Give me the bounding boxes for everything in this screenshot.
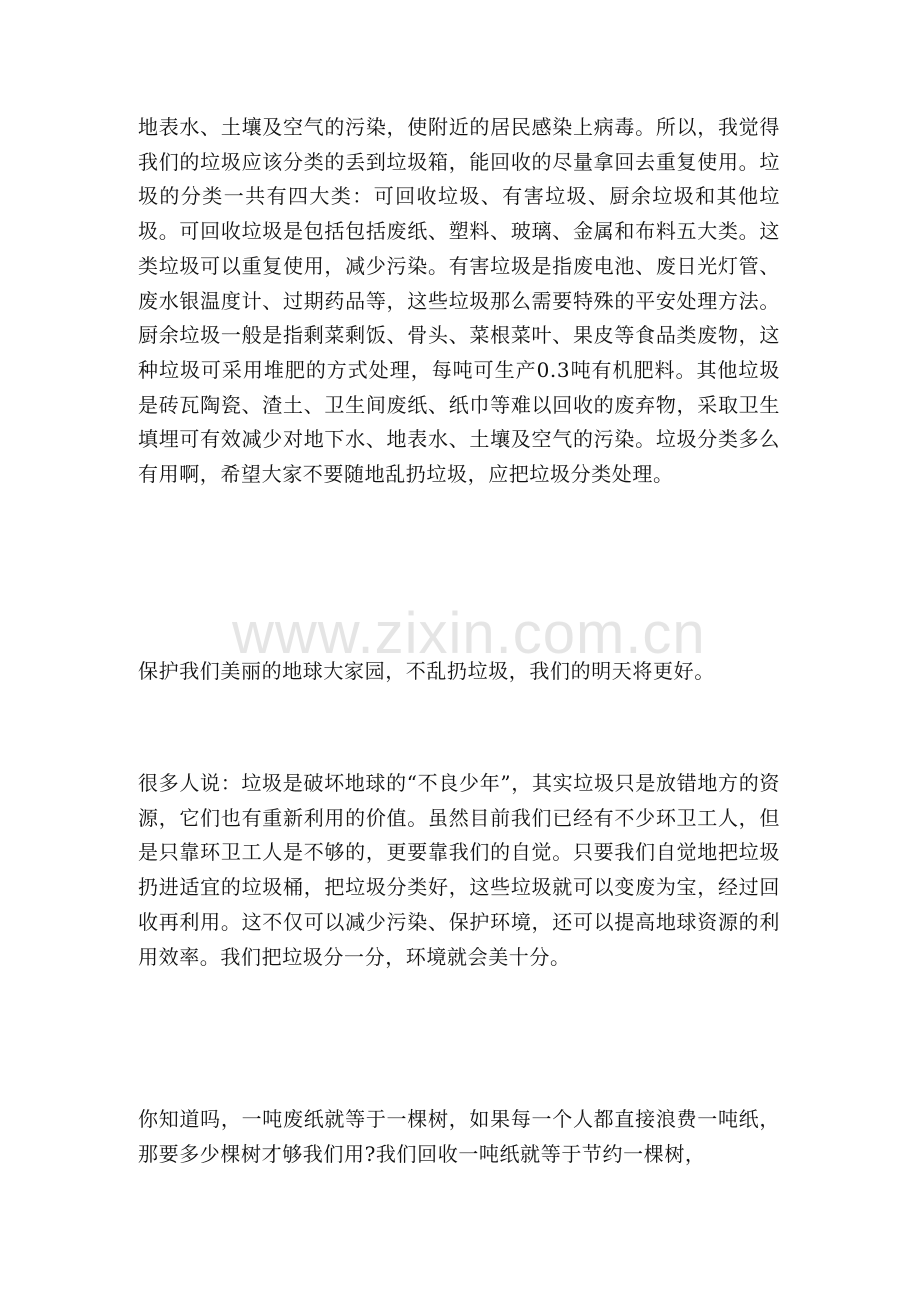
watermark-text: www.zixin.com.cn xyxy=(232,601,706,666)
paragraph-protect-earth: 保护我们美丽的地球大家园，不乱扔垃圾，我们的明天将更好。 xyxy=(138,659,715,683)
paragraph-waste-classification: 地表水、土壤及空气的污染，使附近的居民感染上病毒。所以，我觉得我们的垃圾应该分类的丢到垃圾箱，能回收的尽量拿回去重复使用。垃圾的分类一共有四大类：可回收垃圾、有害垃圾、厨余垃圾和其他垃圾。可回收垃圾是包括包括废纸、塑料、玻璃、金属和布料五大类。这类垃圾可以重复使用，减少污染。有害垃圾是指废电池、废日光灯管、废水银温度计、过期药品等，这些垃圾那么需要特殊的平安处理方法。厨余垃圾一般是指剩菜剩饭、骨头、菜根菜叶、果皮等食品类废物，这种垃圾可采用堆肥的方式处理，每吨可生产0.3吨有机肥料。其他垃圾是砖瓦陶瓷、渣土、卫生间废纸、纸巾等难以回收的废弃物，采取卫生填埋可有效减少对地下水、地表水、土壤及空气的污染。垃圾分类多么有用啊，希望大家不要随地乱扔垃圾，应把垃圾分类处理。 xyxy=(138,115,780,487)
paragraph-paper-recycling: 你知道吗，一吨废纸就等于一棵树，如果每一个人都直接浪费一吨纸，那要多少棵树才够我们用?我们回收一吨纸就等于节约一棵树， xyxy=(138,1107,780,1166)
paragraph-misplaced-resources: 很多人说：垃圾是破坏地球的“不良少年”，其实垃圾只是放错地方的资源，它们也有重新利用的价值。虽然目前我们已经有不少环卫工人，但是只靠环卫工人是不够的，更要靠我们的自觉。只要我们自觉地把垃圾扔进适宜的垃圾桶，把垃圾分类好，这些垃圾就可以变废为宝，经过回收再利用。这不仅可以减少污染、保护环境，还可以提高地球资源的利用效率。我们把垃圾分一分，环境就会美十分。 xyxy=(138,771,780,969)
